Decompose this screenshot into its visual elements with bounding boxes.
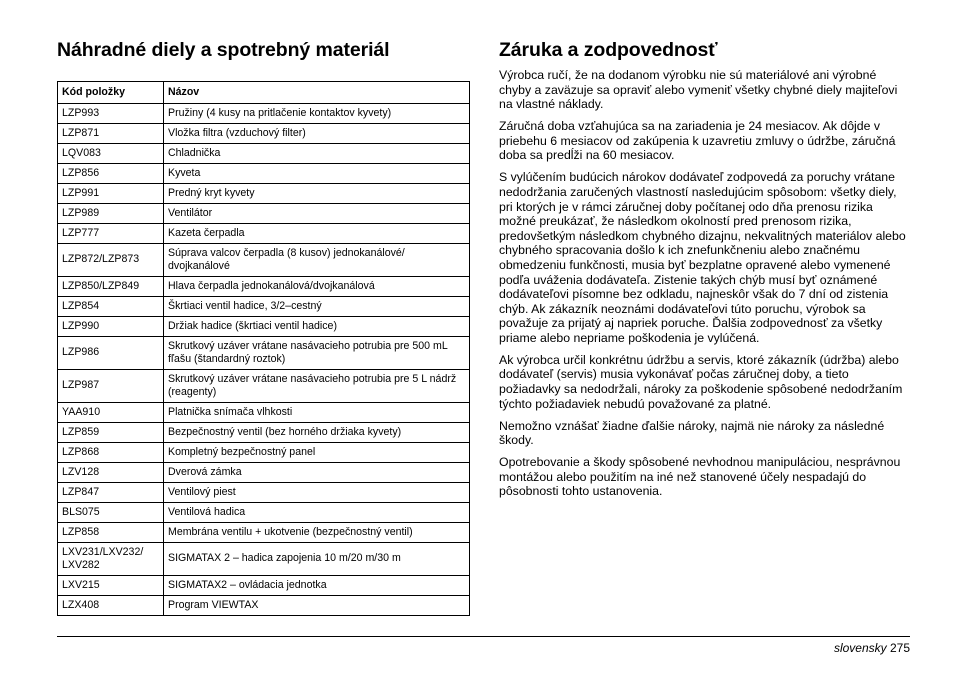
footer-divider bbox=[57, 636, 910, 637]
item-name: Pružiny (4 kusy na pritlačenie kontaktov kyvety) bbox=[164, 104, 470, 124]
spare-parts-section bbox=[57, 38, 470, 611]
table-row bbox=[58, 483, 470, 503]
item-name: Dverová zámka bbox=[164, 463, 470, 483]
table-row bbox=[58, 204, 470, 224]
item-code: LZP858 bbox=[58, 523, 164, 543]
item-name: Škrtiaci ventil hadice, 3/2–cestný bbox=[164, 297, 470, 317]
spare-parts-title: Náhradné diely a spotrebný materiál bbox=[57, 39, 390, 61]
item-code: LZP872/LZP873 bbox=[58, 244, 164, 277]
item-code: LZP850/LZP849 bbox=[58, 277, 164, 297]
item-code: LZP777 bbox=[58, 224, 164, 244]
page-number: 275 bbox=[889, 641, 910, 655]
column-header-name: Názov bbox=[164, 82, 470, 104]
item-name: Platnička snímača vlhkosti bbox=[164, 403, 470, 423]
table-row bbox=[58, 104, 470, 124]
paragraph: Nemožno vznášať žiadne ďalšie nároky, najmä nie nároky za následné škody. bbox=[499, 418, 885, 448]
item-name: Súprava valcov čerpadla (8 kusov) jednokanálové/ dvojkanálové bbox=[164, 244, 470, 277]
item-name: Držiak hadice (škrtiaci ventil hadice) bbox=[164, 317, 470, 337]
table-header-row bbox=[58, 82, 470, 104]
item-code: LZP986 bbox=[58, 337, 164, 370]
table-row bbox=[58, 297, 470, 317]
table-row bbox=[58, 184, 470, 204]
column-header-code: Kód položky bbox=[58, 82, 164, 104]
table-row bbox=[58, 277, 470, 297]
table-row bbox=[58, 596, 470, 616]
table-row bbox=[58, 224, 470, 244]
item-name: Kazeta čerpadla bbox=[164, 224, 470, 244]
item-code: LZP847 bbox=[58, 483, 164, 503]
item-code: LZP989 bbox=[58, 204, 164, 224]
item-name: Bezpečnostný ventil (bez horného držiaka kyvety) bbox=[164, 423, 470, 443]
item-code: LZV128 bbox=[58, 463, 164, 483]
item-name: Kompletný bezpečnostný panel bbox=[164, 443, 470, 463]
item-code: LXV231/LXV232/ LXV282 bbox=[58, 543, 164, 576]
paragraph: S vylúčením budúcich nárokov dodávateľ zodpovedá za poruchy vrátane nedodržania zaručených vlastností nasledujúcim spôsobom: všetky diely, pri ktorých je v rámci záručnej doby počítanej odo dňa prenosu rizika možné preukázať, že následkom okolností pred prenosom rizika, predovšetkým následkom chybného dizajnu, nekvalitných materiálov alebo chybného spracovania došlo k ich znefunkčneniu alebo značnému obmedzeniu funkčnosti, musia byť bezplatne opravené alebo vymenené podľa uváženia dodávateľa. Zistenie takých chýb musí byť oznámené dodávateľovi písomne bez odkladu, najneskôr však do 7 dní od zistenia chýb. Ak zákazník neoznámi dodávateľovi túto poruchu, výrobok sa považuje za prijatý aj napriek poruche. Ďalšia zodpovednosť za všetky priame alebo nepriame poškodenia je vylúčená. bbox=[499, 170, 906, 345]
item-code: LZP987 bbox=[58, 370, 164, 403]
item-name: SIGMATAX2 – ovládacia jednotka bbox=[164, 576, 470, 596]
table-row bbox=[58, 463, 470, 483]
item-name: Chladnička bbox=[164, 144, 470, 164]
item-name: Hlava čerpadla jednokanálová/dvojkanálová bbox=[164, 277, 470, 297]
table-row bbox=[58, 337, 470, 370]
warranty-body bbox=[499, 68, 909, 499]
item-code: LZP868 bbox=[58, 443, 164, 463]
item-code: LQV083 bbox=[58, 144, 164, 164]
table-row bbox=[58, 576, 470, 596]
paragraph: Výrobca ručí, že na dodanom výrobku nie sú materiálové ani výrobné chyby a zaväzuje sa opraviť alebo vymeniť všetky chybné diely majiteľovi na vlastné náklady. bbox=[499, 68, 898, 112]
table-row bbox=[58, 423, 470, 443]
warranty-section bbox=[499, 38, 909, 506]
page-footer bbox=[834, 641, 910, 655]
item-code: LZP990 bbox=[58, 317, 164, 337]
item-code: LXV215 bbox=[58, 576, 164, 596]
item-name: Skrutkový uzáver vrátane nasávacieho potrubia pre 5 L nádrž (reagenty) bbox=[164, 370, 470, 403]
footer-language: slovensky bbox=[833, 641, 887, 655]
item-name: Skrutkový uzáver vrátane nasávacieho potrubia pre 500 mL fľašu (štandardný roztok) bbox=[164, 337, 470, 370]
table-row bbox=[58, 503, 470, 523]
spare-parts-table bbox=[57, 81, 470, 616]
table-row bbox=[58, 164, 470, 184]
item-name: Ventilová hadica bbox=[164, 503, 470, 523]
warranty-title: Záruka a zodpovednosť bbox=[499, 39, 718, 61]
paragraph: Ak výrobca určil konkrétnu údržbu a servis, ktoré zákazník (údržba) alebo dodávateľ (servis) musia vykonávať počas záručnej doby, a tieto požiadavky sa nedodržali, nároky za poškodenie spôsobené nedodržaním týchto požiadaviek nebudú považované za platné. bbox=[499, 352, 903, 411]
item-code: LZP856 bbox=[58, 164, 164, 184]
paragraph: Opotrebovanie a škody spôsobené nevhodnou manipuláciou, nesprávnou montážou alebo použitím na iné než stanovené účely nespadajú do pôsobnosti tohto ustanovenia. bbox=[499, 455, 901, 499]
item-code: LZP991 bbox=[58, 184, 164, 204]
item-code: BLS075 bbox=[58, 503, 164, 523]
item-name: Ventilátor bbox=[164, 204, 470, 224]
table-row bbox=[58, 443, 470, 463]
item-code: LZP871 bbox=[58, 124, 164, 144]
item-name: Predný kryt kyvety bbox=[164, 184, 470, 204]
table-row bbox=[58, 124, 470, 144]
item-code: LZP993 bbox=[58, 104, 164, 124]
item-name: SIGMATAX 2 – hadica zapojenia 10 m/20 m/30 m bbox=[164, 543, 470, 576]
item-name: Vložka filtra (vzduchový filter) bbox=[164, 124, 470, 144]
paragraph: Záručná doba vzťahujúca sa na zariadenia je 24 mesiacov. Ak dôjde v priebehu 6 mesiacov od zakúpenia k uzavretiu zmluvy o údržbe, záručná doba sa predĺži na 60 mesiacov. bbox=[499, 119, 896, 163]
item-code: LZX408 bbox=[58, 596, 164, 616]
table-row bbox=[58, 144, 470, 164]
item-code: LZP854 bbox=[58, 297, 164, 317]
item-name: Ventilový piest bbox=[164, 483, 470, 503]
item-name: Membrána ventilu + ukotvenie (bezpečnostný ventil) bbox=[164, 523, 470, 543]
table-row bbox=[58, 403, 470, 423]
item-code: LZP859 bbox=[58, 423, 164, 443]
table-row bbox=[58, 244, 470, 277]
table-row bbox=[58, 317, 470, 337]
table-row bbox=[58, 370, 470, 403]
item-code: YAA910 bbox=[58, 403, 164, 423]
item-name: Kyveta bbox=[164, 164, 470, 184]
table-row bbox=[58, 543, 470, 576]
table-row bbox=[58, 523, 470, 543]
item-name: Program VIEWTAX bbox=[164, 596, 470, 616]
